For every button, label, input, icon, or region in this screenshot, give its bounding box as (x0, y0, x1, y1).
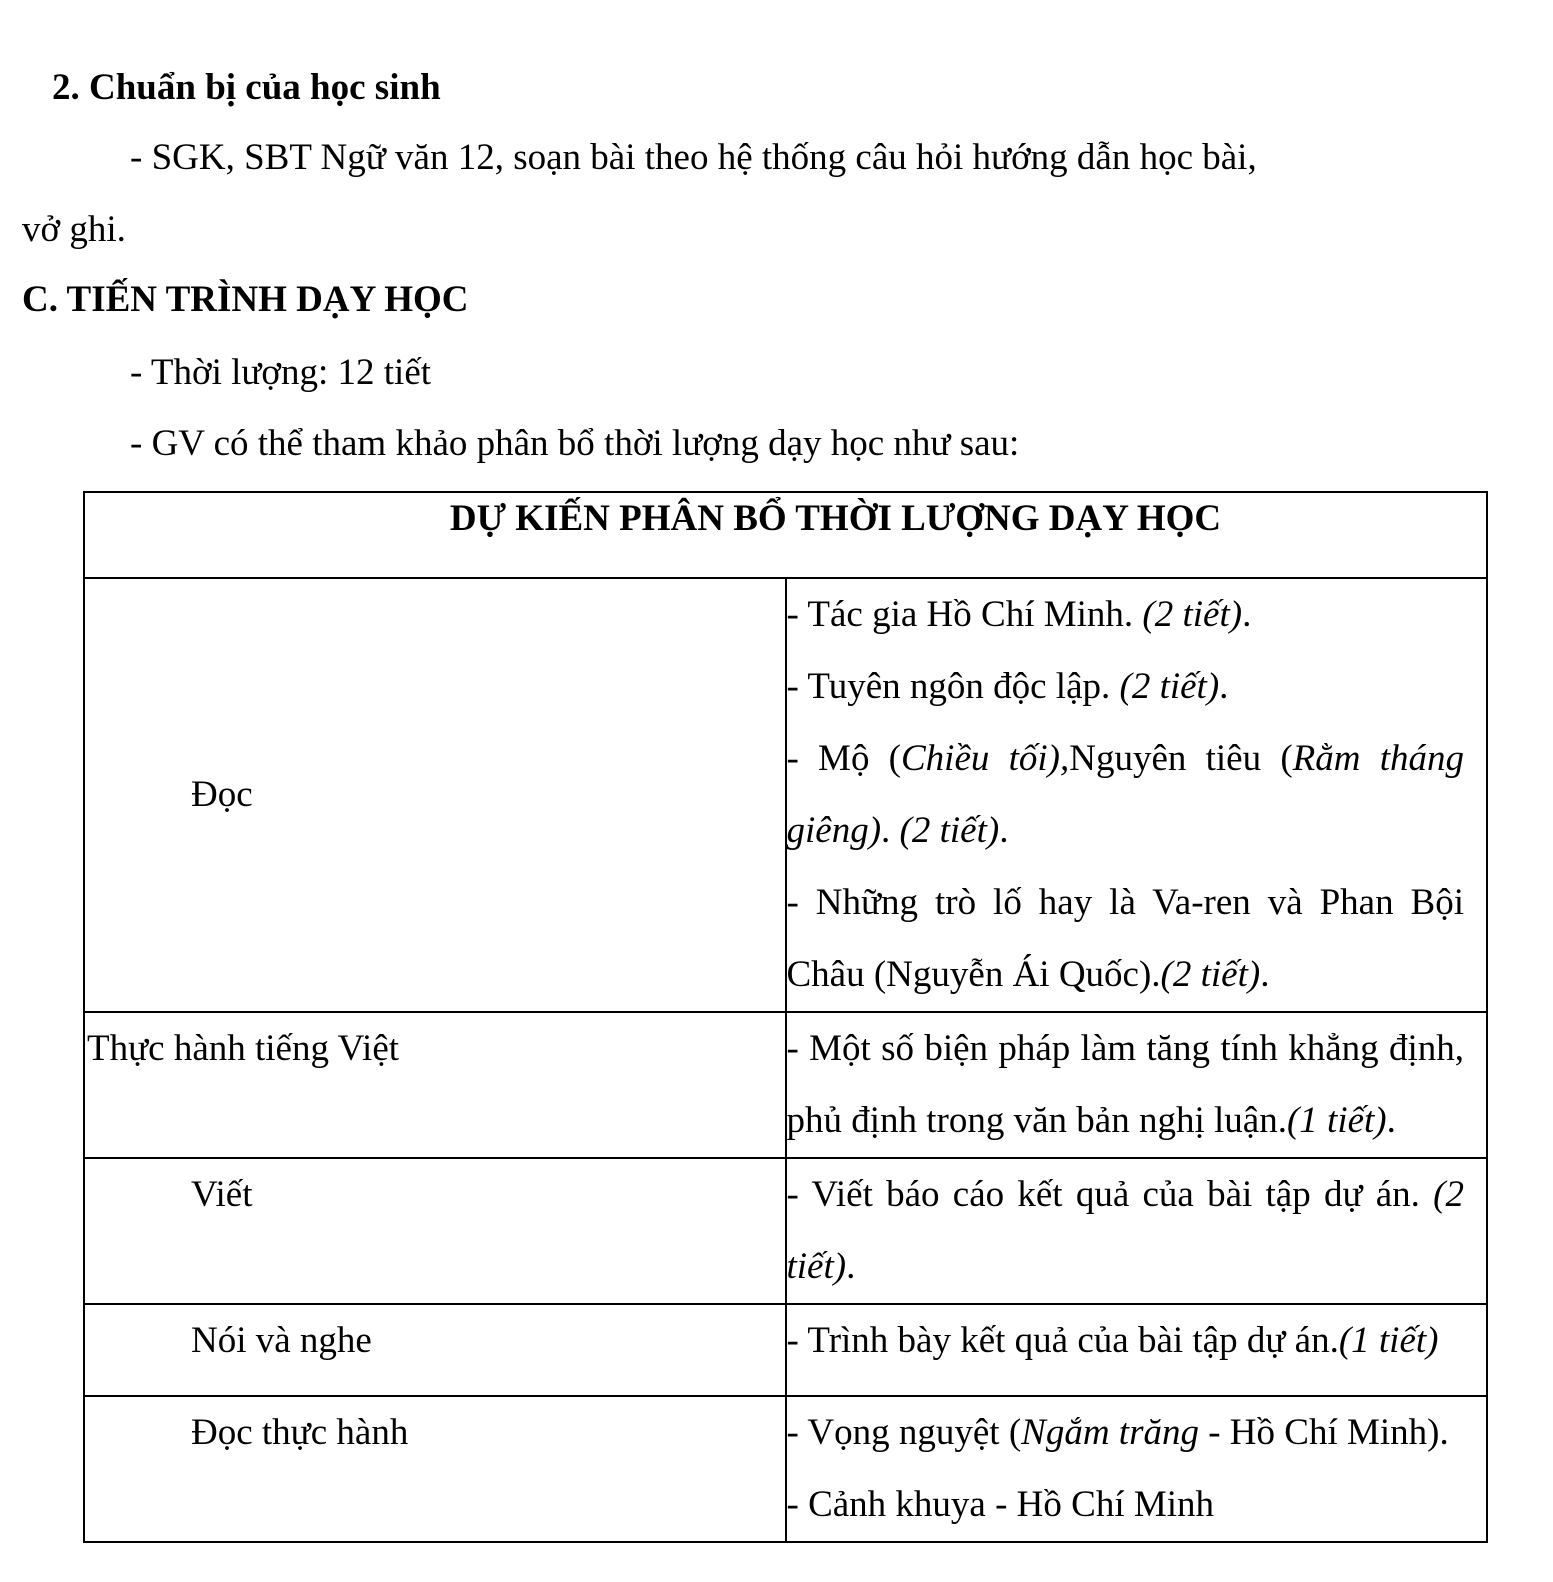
table-row (84, 1158, 1487, 1304)
list-item: - Những trò lố hay là Va-ren và Phan Bội Châu (Nguyễn Ái Quốc).(2 tiết). (786, 882, 1464, 995)
row-content (786, 578, 1488, 1012)
row-label: Đọc thực hành (84, 1396, 786, 1542)
row-content (786, 1304, 1488, 1396)
paragraph: - Thời lượng: 12 tiết (130, 352, 432, 393)
list-item: - Viết báo cáo kết quả của bài tập dự án. (2 tiết). (786, 1174, 1464, 1287)
list-item: - Cảnh khuya - Hồ Chí Minh (786, 1484, 1215, 1525)
row-label: Viết (84, 1158, 786, 1304)
row-label: Thực hành tiếng Việt (84, 1012, 786, 1158)
section-heading: C. TIẾN TRÌNH DẠY HỌC (22, 279, 469, 320)
row-content (786, 1012, 1488, 1158)
list-item: - Mộ (Chiều tối),Nguyên tiêu (Rằm tháng giêng). (2 tiết). (786, 738, 1464, 851)
section-heading: 2. Chuẩn bị của học sinh (52, 67, 441, 108)
list-item: - Một số biện pháp làm tăng tính khẳng định, phủ định trong văn bản nghị luận.(1 tiết). (786, 1028, 1464, 1141)
list-item: - Trình bày kết quả của bài tập dự án.(1 tiết) (786, 1320, 1439, 1361)
table-row (84, 578, 1487, 1012)
row-label: Nói và nghe (84, 1304, 786, 1396)
paragraph: - GV có thể tham khảo phân bổ thời lượng dạy học như sau: (130, 423, 1020, 464)
list-item: - Tuyên ngôn độc lập. (2 tiết). (786, 666, 1229, 707)
paragraph: vở ghi. (22, 209, 126, 250)
table-row (84, 1396, 1487, 1542)
row-label: Đọc (84, 578, 786, 1012)
table-row (84, 1012, 1487, 1158)
schedule-table (83, 491, 1488, 1543)
table-title: DỰ KIẾN PHÂN BỔ THỜI LƯỢNG DẠY HỌC (84, 492, 1487, 578)
list-item: - Tác gia Hồ Chí Minh. (2 tiết). (786, 594, 1252, 635)
list-item: - Vọng nguyệt (Ngắm trăng - Hồ Chí Minh). (786, 1412, 1449, 1453)
paragraph: - SGK, SBT Ngữ văn 12, soạn bài theo hệ thống câu hỏi hướng dẫn học bài, (130, 137, 1257, 178)
row-content (786, 1396, 1488, 1542)
row-content (786, 1158, 1488, 1304)
table-row (84, 1304, 1487, 1396)
